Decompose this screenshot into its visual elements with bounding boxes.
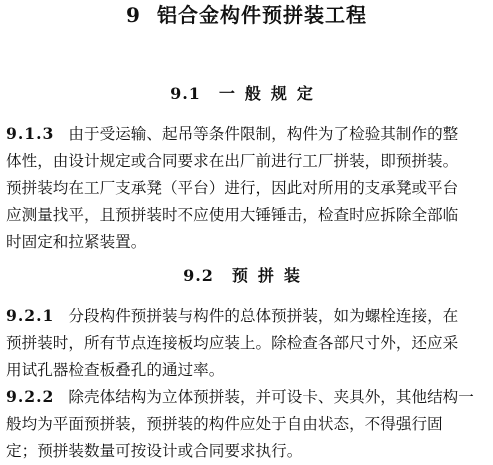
chapter-number: 9 xyxy=(126,3,141,27)
clause-9-1-3 xyxy=(6,120,490,256)
clause-line xyxy=(6,383,490,411)
clause-text: 分段构件预拼装与构件的总体预拼装，如为螺栓连接，在 xyxy=(68,307,459,325)
clause-text: 除壳体结构为立体预拼装，并可设卡、夹具外，其他结构一 xyxy=(68,388,474,406)
clause-number: 9.2.1 xyxy=(6,306,55,325)
clause-line: 定；预拼装数量可按设计或合同要求执行。 xyxy=(6,442,303,460)
clause-line: 应测量找平，且预拼装时不应使用大锤锤击，检查时应拆除全部临 xyxy=(6,206,459,224)
section-heading-9-2 xyxy=(0,266,493,286)
section-heading-9-1 xyxy=(0,84,493,104)
clause-line: 预拼装时，所有节点连接板均应装上。除检查各部尺寸外，还应采 xyxy=(6,334,459,352)
chapter-title-text: 铝合金构件预拼装工程 xyxy=(156,3,367,27)
clause-line xyxy=(6,302,490,330)
section-number: 9.1 xyxy=(170,84,201,103)
section-title: 一般规定 xyxy=(218,84,323,103)
clause-line: 体性，由设计规定或合同要求在出厂前进行工厂拼装，即预拼装。 xyxy=(6,152,459,170)
clause-text: 由于受运输、起吊等条件限制，构件为了检验其制作的整 xyxy=(68,125,459,143)
clause-9-2-1 xyxy=(6,302,490,384)
clause-line: 般均为平面预拼装，预拼装的构件应处于自由状态，不得强行固 xyxy=(6,415,443,433)
clause-line: 用试孔器检查板叠孔的通过率。 xyxy=(6,361,225,379)
clause-line: 预拼装均在工厂支承凳（平台）进行，因此对所用的支承凳或平台 xyxy=(6,179,459,197)
clause-number: 9.1.3 xyxy=(6,124,55,143)
section-number: 9.2 xyxy=(183,266,214,285)
clause-line xyxy=(6,120,490,148)
section-title: 预拼装 xyxy=(231,266,310,285)
chapter-title xyxy=(0,2,493,28)
clause-number: 9.2.2 xyxy=(6,387,55,406)
clause-line: 时固定和拉紧装置。 xyxy=(6,233,147,251)
clause-9-2-2 xyxy=(6,383,490,465)
